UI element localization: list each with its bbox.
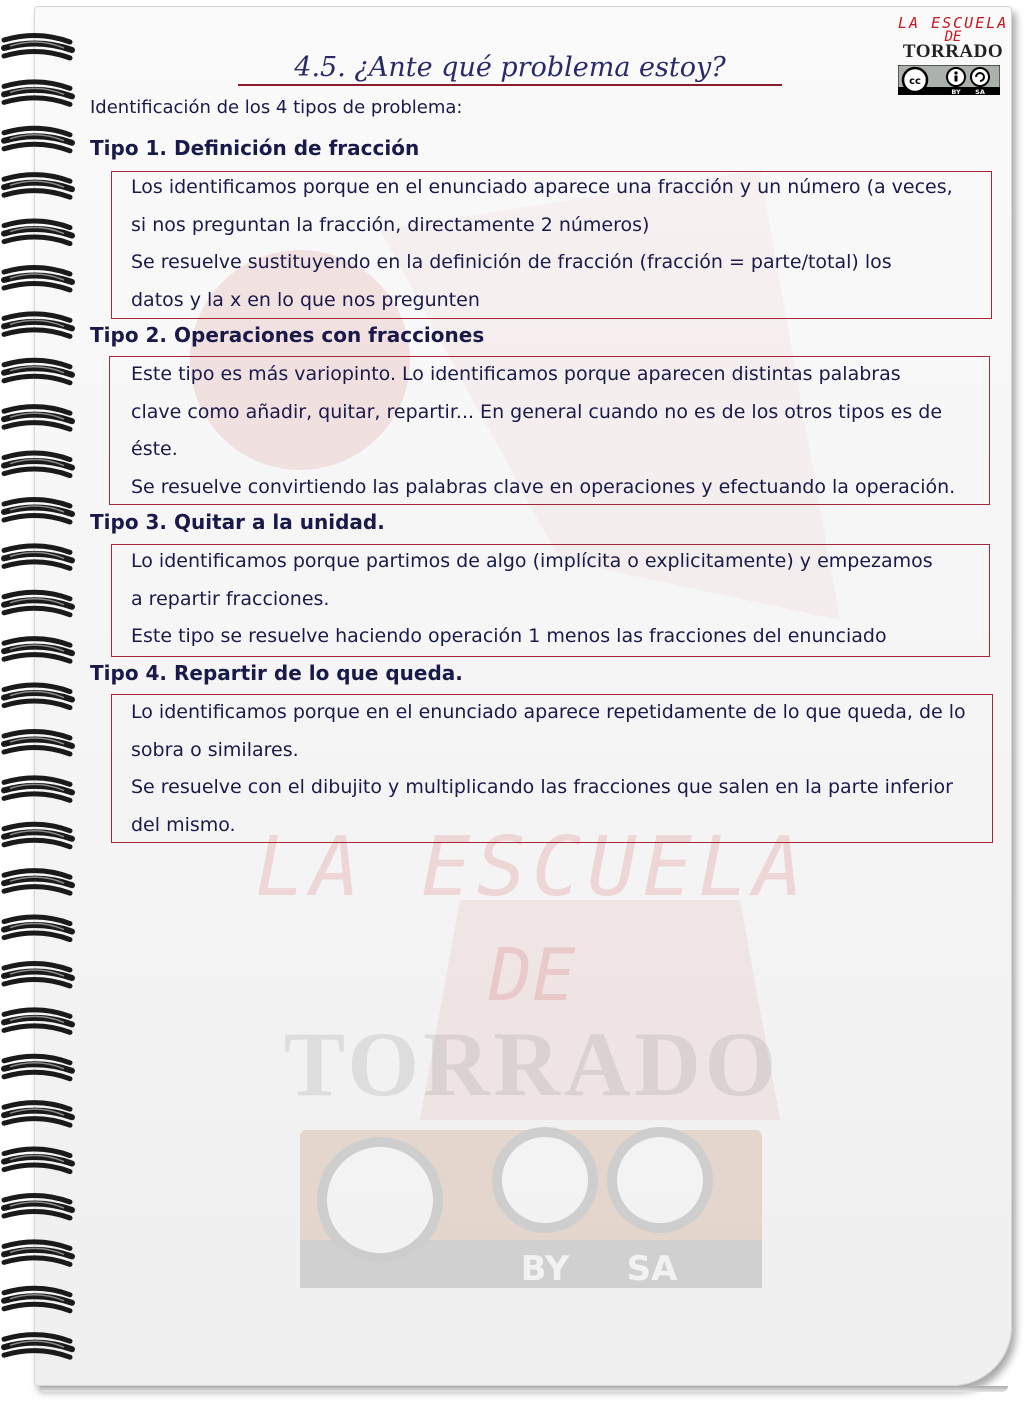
spiral-ring — [4, 963, 72, 986]
spiral-ring — [4, 82, 72, 105]
type4-box — [111, 694, 993, 843]
spiral-ring — [4, 871, 72, 894]
cc-by-sa-badge — [898, 65, 1000, 95]
page-title: 4.5. ¿Ante qué problema estoy? — [294, 52, 726, 83]
spiral-ring — [4, 685, 72, 708]
spiral-ring — [4, 360, 72, 383]
spiral-ring — [4, 592, 72, 615]
spiral-ring — [4, 221, 72, 244]
spiral-ring — [4, 314, 72, 337]
spiral-ring — [4, 1056, 72, 1079]
spiral-ring — [4, 917, 72, 940]
type2-line: clave como añadir, quitar, repartir... En general cuando no es de los otros tipos es de — [131, 400, 943, 423]
type3-box — [111, 544, 990, 657]
spiral-ring — [4, 1010, 72, 1033]
type3-line: Lo identificamos porque partimos de algo (implícita o explicitamente) y empezamos — [131, 550, 933, 572]
spiral-ring — [4, 1195, 72, 1218]
logo-line3: TORRADO — [902, 41, 1004, 62]
cc-label: cc — [909, 76, 921, 87]
type4-line: Lo identificamos porque en el enunciado aparece repetidamente de lo que queda, de lo — [131, 701, 966, 723]
spiral-ring — [4, 35, 72, 58]
spiral-ring — [4, 1335, 72, 1358]
spiral-ring — [4, 267, 72, 290]
sa-share-icon — [971, 68, 989, 86]
type1-line: datos y la x en lo que nos pregunten — [131, 288, 480, 311]
type2-heading: Tipo 2. Operaciones con fracciones — [90, 323, 485, 347]
spiral-ring — [4, 175, 72, 198]
type3-line: a repartir fracciones. — [131, 587, 330, 610]
spiral-ring — [4, 778, 72, 801]
logo-line1: LA ESCUELA — [898, 14, 1009, 32]
spiral-ring — [4, 499, 72, 522]
school-logo — [898, 14, 1008, 99]
type1-line: Los identificamos porque en el enunciado aparece una fracción y un número (a veces, — [131, 176, 953, 198]
logo-line2: DE — [944, 29, 962, 45]
spiral-ring — [4, 128, 72, 151]
type4-line: sobra o similares. — [131, 738, 299, 761]
spiral-ring — [4, 453, 72, 476]
spiral-ring — [4, 731, 72, 754]
spiral-ring — [4, 407, 72, 430]
by-label: BY — [951, 88, 961, 95]
type1-box — [111, 171, 992, 319]
spiral-ring — [4, 1242, 72, 1265]
type2-line: Este tipo es más variopinto. Lo identificamos porque aparecen distintas palabras — [131, 363, 901, 385]
title-underline — [238, 84, 782, 86]
type2-box — [109, 356, 990, 505]
spiral-ring — [4, 639, 72, 662]
type1-heading: Tipo 1. Definición de fracción — [90, 136, 420, 160]
spiral-ring — [4, 1288, 72, 1311]
spiral-ring — [4, 1149, 72, 1172]
spiral-ring — [4, 1103, 72, 1126]
type4-line: del mismo. — [131, 813, 236, 836]
type1-line: si nos preguntan la fracción, directamente 2 números) — [131, 213, 650, 236]
spiral-ring — [4, 546, 72, 569]
type2-line: Se resuelve convirtiendo las palabras clave en operaciones y efectuando la operación. — [131, 475, 956, 498]
spiral-binding — [0, 0, 90, 1427]
spiral-ring — [4, 824, 72, 847]
type3-line: Este tipo se resuelve haciendo operación 1 menos las fracciones del enunciado — [131, 625, 887, 647]
page-shadow — [40, 1386, 1008, 1392]
type4-line: Se resuelve con el dibujito y multiplicando las fracciones que salen en la parte inferior — [131, 776, 953, 798]
intro-text: Identificación de los 4 tipos de problema: — [90, 97, 463, 118]
type2-line: éste. — [131, 438, 178, 460]
type3-heading: Tipo 3. Quitar a la unidad. — [90, 510, 385, 534]
type4-heading: Tipo 4. Repartir de lo que queda. — [90, 661, 463, 685]
sa-label: SA — [975, 88, 985, 95]
type1-line: Se resuelve sustituyendo en la definición de fracción (fracción = parte/total) los — [131, 251, 892, 273]
